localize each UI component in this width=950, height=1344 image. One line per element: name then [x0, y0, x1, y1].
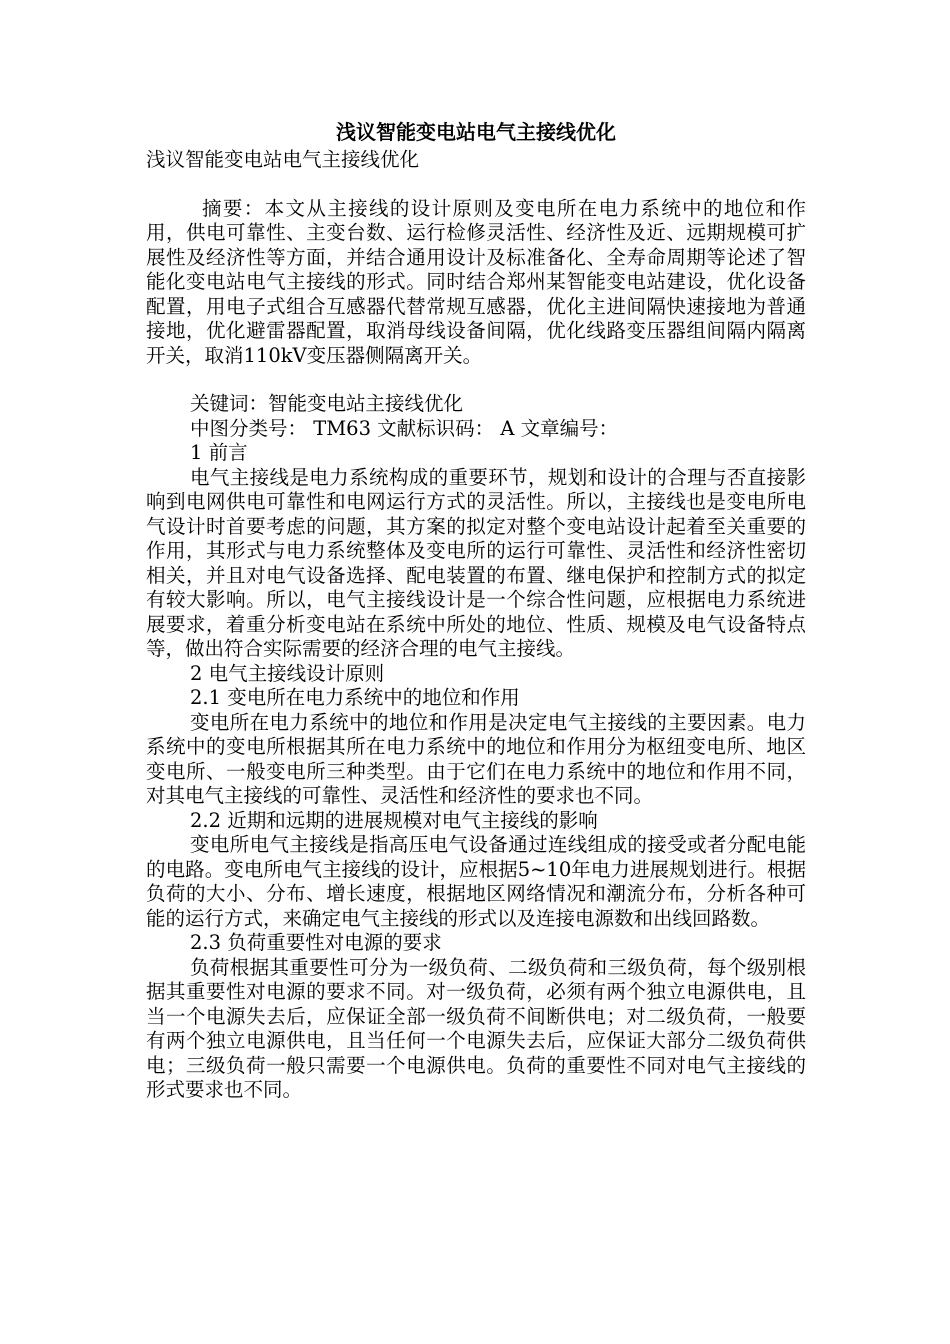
section-2-heading: 2 电气主接线设计原则	[190, 661, 385, 685]
section-2-3-paragraph: 负荷根据其重要性可分为一级负荷、二级负荷和三级负荷，每个级别根据其重要性对电源的要求不同。对一级负荷，必须有两个独立电源供电，且当一个电源失去后，应保证全部一级负荷不间断供电；对二级负荷，一般要有两个独立电源供电，且当任何一个电源失去后，应保证大部分二级负荷供电；三级负荷一般只需要一个电源供电。负荷的重要性不同对电气主接线的形式要求也不同。	[146, 955, 806, 1101]
section-1-paragraph: 电气主接线是电力系统构成的重要环节，规划和设计的合理与否直接影响到电网供电可靠性和电网运行方式的灵活性。所以，主接线也是变电所电气设计时首要考虑的问题，其方案的拟定对整个变电站设计起着至关重要的作用，其形式与电力系统整体及变电所的运行可靠性、灵活性和经济性密切相关，并且对电气设备选择、配电装置的布置、继电保护和控制方式的拟定有较大影响。所以，电气主接线设计是一个综合性问题，应根据电力系统进展要求，着重分析变电站在系统中所处的地位、性质、规模及电气设备特点等，做出符合实际需要的经济合理的电气主接线。	[146, 465, 806, 660]
classification-line: 中图分类号： TM63 文献标识码： A 文章编号：	[190, 416, 619, 440]
document-title: 浅议智能变电站电气主接线优化	[336, 120, 616, 144]
keywords-line: 关键词：智能变电站主接线优化	[190, 392, 464, 415]
document-subtitle: 浅议智能变电站电气主接线优化	[146, 148, 420, 171]
document-page	[146, 118, 806, 1103]
section-2-1-paragraph: 变电所在电力系统中的地位和作用是决定电气主接线的主要因素。电力系统中的变电所根据其所在电力系统中的地位和作用分为枢纽变电所、地区变电所、一般变电所三种类型。由于它们在电力系统中的地位和作用不同，对其电气主接线的可靠性、灵活性和经济性的要求也不同。	[146, 710, 806, 807]
abstract-paragraph: 摘要：本文从主接线的设计原则及变电所在电力系统中的地位和作用，供电可靠性、主变台数、运行检修灵活性、经济性及近、远期规模可扩展性及经济性等方面，并结合通用设计及标准备化、全寿命周期等论述了智能化变电站电气主接线的形式。同时结合郑州某智能变电站建设，优化设备配置，用电子式组合互感器代替常规互感器，优化主进间隔快速接地为普通接地，优化避雷器配置，取消母线设备间隔，优化线路变压器组间隔内隔离开关，取消110kV变压器侧隔离开关。	[146, 196, 806, 367]
section-2-2-heading: 2.2 近期和远期的进展规模对电气主接线的影响	[190, 808, 598, 832]
section-2-3-heading: 2.3 负荷重要性对电源的要求	[190, 931, 442, 954]
section-1-heading: 1 前言	[190, 441, 248, 464]
section-2-2-paragraph: 变电所电气主接线是指高压电气设备通过连线组成的接受或者分配电能的电路。变电所电气主接线的设计，应根据5~10年电力进展规划进行。根据负荷的大小、分布、增长速度，根据地区网络情况和潮流分布，分析各种可能的运行方式，来确定电气主接线的形式以及连接电源数和出线回路数。	[146, 833, 806, 930]
section-2-1-heading: 2.1 变电所在电力系统中的地位和作用	[190, 686, 520, 709]
